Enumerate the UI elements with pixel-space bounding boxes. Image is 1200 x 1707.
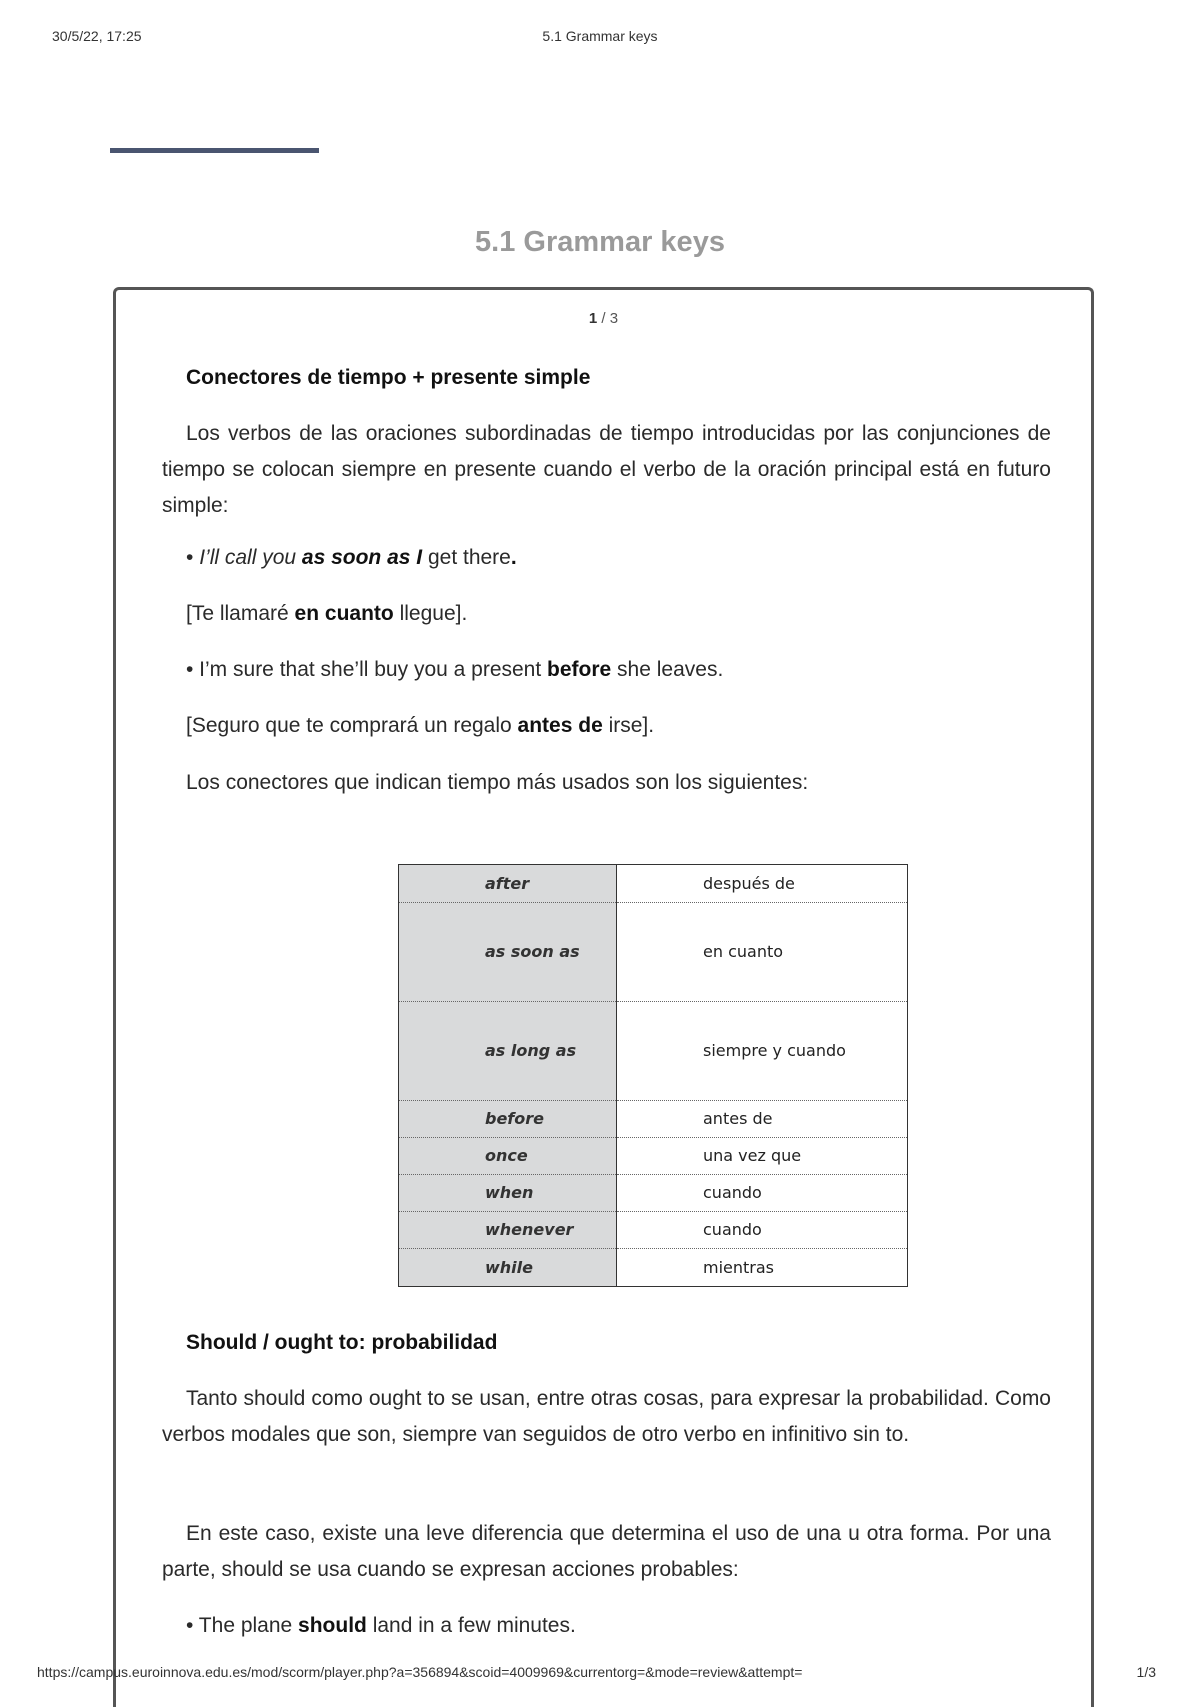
example-before: • I’m sure that she’ll buy you a present before she leaves. bbox=[186, 658, 724, 681]
table-row bbox=[399, 865, 908, 903]
pager-separator: / bbox=[597, 310, 610, 327]
print-date: 30/5/22, 17:25 bbox=[52, 28, 142, 44]
content-card bbox=[113, 287, 1094, 1707]
connector-en: while bbox=[399, 1249, 617, 1287]
connector-en: after bbox=[399, 865, 617, 903]
translation-before: [Seguro que te comprará un regalo antes de irse]. bbox=[186, 714, 655, 737]
table-intro: Los conectores que indican tiempo más usados son los siguientes: bbox=[186, 771, 809, 794]
paragraph-connectors-intro: Los verbos de las oraciones subordinadas de tiempo introducidas por las conjunciones de tiempo se colocan siempre en presente cuando el verbo de la oración principal está en futuro simple: bbox=[162, 422, 1051, 517]
table-row bbox=[399, 1249, 908, 1287]
connector-es: siempre y cuando bbox=[617, 1002, 908, 1101]
connector-en: as soon as bbox=[399, 903, 617, 1002]
table-row bbox=[399, 1101, 908, 1138]
print-header bbox=[0, 28, 1200, 48]
connector-en: before bbox=[399, 1101, 617, 1138]
accent-bar bbox=[110, 148, 319, 153]
connector-es: en cuanto bbox=[617, 903, 908, 1002]
example-as-soon-as: • I’ll call you as soon as I get there. bbox=[186, 546, 517, 569]
connector-en: once bbox=[399, 1138, 617, 1175]
table-row bbox=[399, 1138, 908, 1175]
table-row bbox=[399, 1212, 908, 1249]
paragraph-should-difference: En este caso, existe una leve diferencia que determina el uso de una u otra forma. Por una parte, should se usa cuando se expresan acciones probables: bbox=[162, 1522, 1051, 1581]
example-should: • The plane should land in a few minutes. bbox=[186, 1614, 576, 1637]
connector-es: después de bbox=[617, 865, 908, 903]
section-heading-should: Should / ought to: probabilidad bbox=[186, 1331, 498, 1354]
connector-en: as long as bbox=[399, 1002, 617, 1101]
pager bbox=[116, 310, 1091, 327]
connector-en: whenever bbox=[399, 1212, 617, 1249]
print-title: 5.1 Grammar keys bbox=[542, 28, 658, 44]
table-row bbox=[399, 1002, 908, 1101]
table-row bbox=[399, 1175, 908, 1212]
connector-es: cuando bbox=[617, 1175, 908, 1212]
translation-as-soon-as: [Te llamaré en cuanto llegue]. bbox=[186, 602, 468, 625]
connector-es: mientras bbox=[617, 1249, 908, 1287]
pager-total: 3 bbox=[609, 310, 619, 327]
print-url: https://campus.euroinnova.edu.es/mod/scorm/player.php?a=356894&scoid=4009969&currentorg=&mode=review&attempt= bbox=[37, 1664, 803, 1680]
connector-es: cuando bbox=[617, 1212, 908, 1249]
connectors-table bbox=[398, 864, 908, 1287]
pager-current: 1 bbox=[588, 310, 598, 327]
connector-en: when bbox=[399, 1175, 617, 1212]
table-row bbox=[399, 903, 908, 1002]
connector-es: una vez que bbox=[617, 1138, 908, 1175]
page-title: 5.1 Grammar keys bbox=[475, 226, 725, 258]
paragraph-should-intro: Tanto should como ought to se usan, entre otras cosas, para expresar la probabilidad. Como verbos modales que son, siempre van seguidos de otro verbo en infinitivo sin to. bbox=[162, 1387, 1051, 1446]
connector-es: antes de bbox=[617, 1101, 908, 1138]
print-page-number: 1/3 bbox=[1136, 1664, 1156, 1680]
section-heading-connectors: Conectores de tiempo + presente simple bbox=[186, 366, 591, 389]
